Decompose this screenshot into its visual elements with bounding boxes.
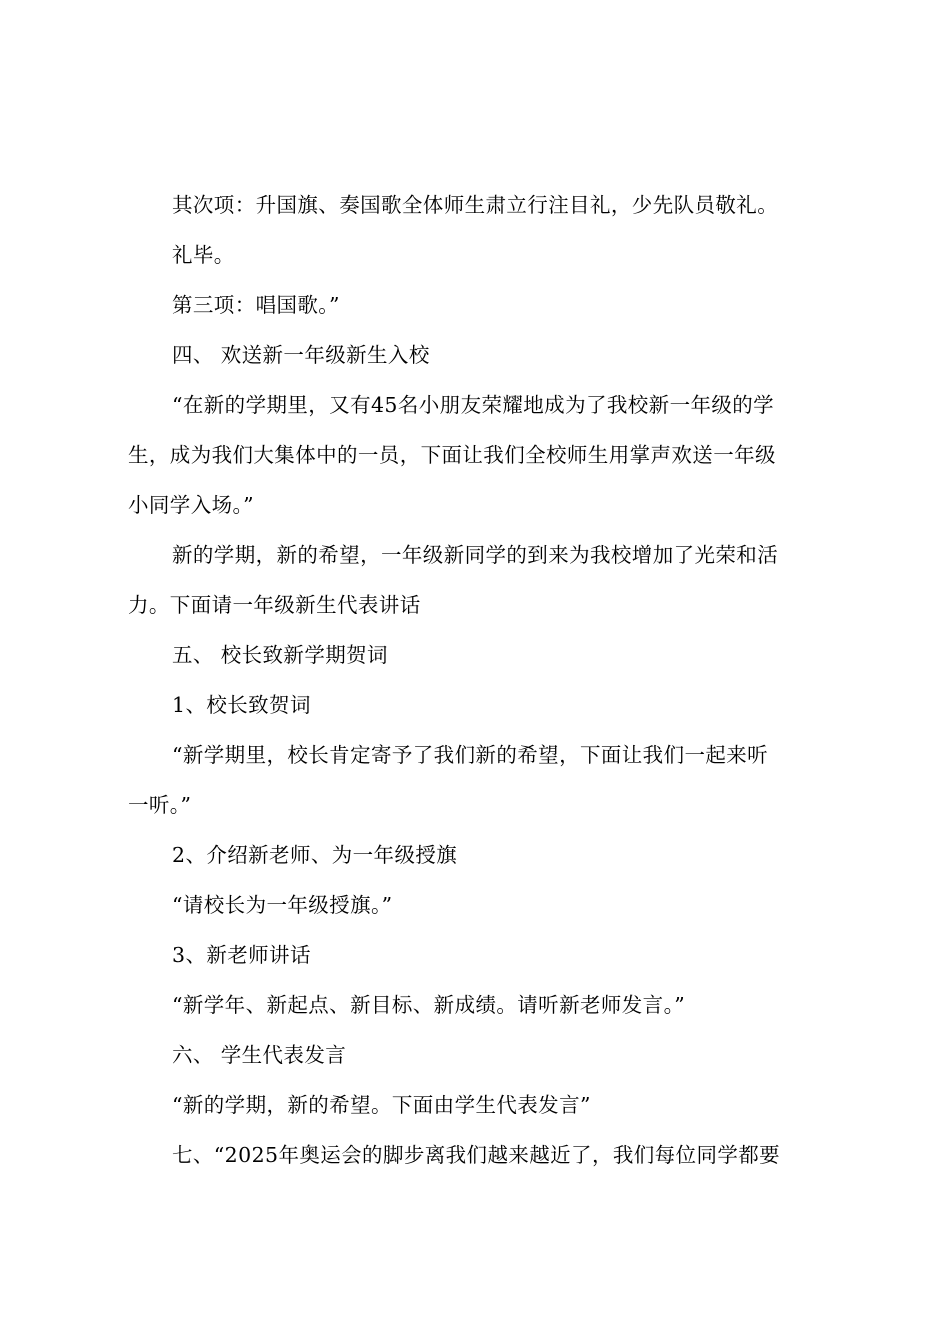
paragraph-line: 生，成为我们大集体中的一员，下面让我们全校师生用掌声欢送一年级: [128, 443, 776, 467]
paragraph-line: 其次项：升国旗、奏国歌全体师生肃立行注目礼，少先队员敬礼。: [172, 193, 779, 217]
section-heading: 五、 校长致新学期贺词: [172, 643, 388, 667]
paragraph-line: “请校长为一年级授旗。”: [172, 893, 393, 917]
paragraph-line: 礼毕。: [172, 243, 235, 267]
paragraph-line: 一听。”: [128, 793, 192, 817]
paragraph-line: “新的学期，新的希望。下面由学生代表发言”: [172, 1093, 591, 1117]
section-heading: 六、 学生代表发言: [172, 1043, 347, 1067]
paragraph-line: “新学期里，校长肯定寄予了我们新的希望，下面让我们一起来听: [172, 743, 769, 767]
paragraph-line: 第三项：唱国歌。”: [172, 293, 340, 317]
paragraph-line: 小同学入场。”: [128, 493, 255, 517]
subsection-heading: 1、校长致贺词: [172, 693, 311, 717]
section-heading: 四、 欢送新一年级新生入校: [172, 343, 430, 367]
paragraph-line: “在新的学期里，又有45名小朋友荣耀地成为了我校新一年级的学: [172, 393, 775, 417]
section-heading: 七、“2025年奥运会的脚步离我们越来越近了，我们每位同学都要: [172, 1143, 781, 1167]
subsection-heading: 2、介绍新老师、为一年级授旗: [172, 843, 458, 867]
paragraph-line: 力。下面请一年级新生代表讲话: [128, 593, 421, 617]
paragraph-line: “新学年、新起点、新目标、新成绩。请听新老师发言。”: [172, 993, 686, 1017]
paragraph-line: 新的学期，新的希望，一年级新同学的到来为我校增加了光荣和活: [172, 543, 779, 567]
subsection-heading: 3、新老师讲话: [172, 943, 311, 967]
